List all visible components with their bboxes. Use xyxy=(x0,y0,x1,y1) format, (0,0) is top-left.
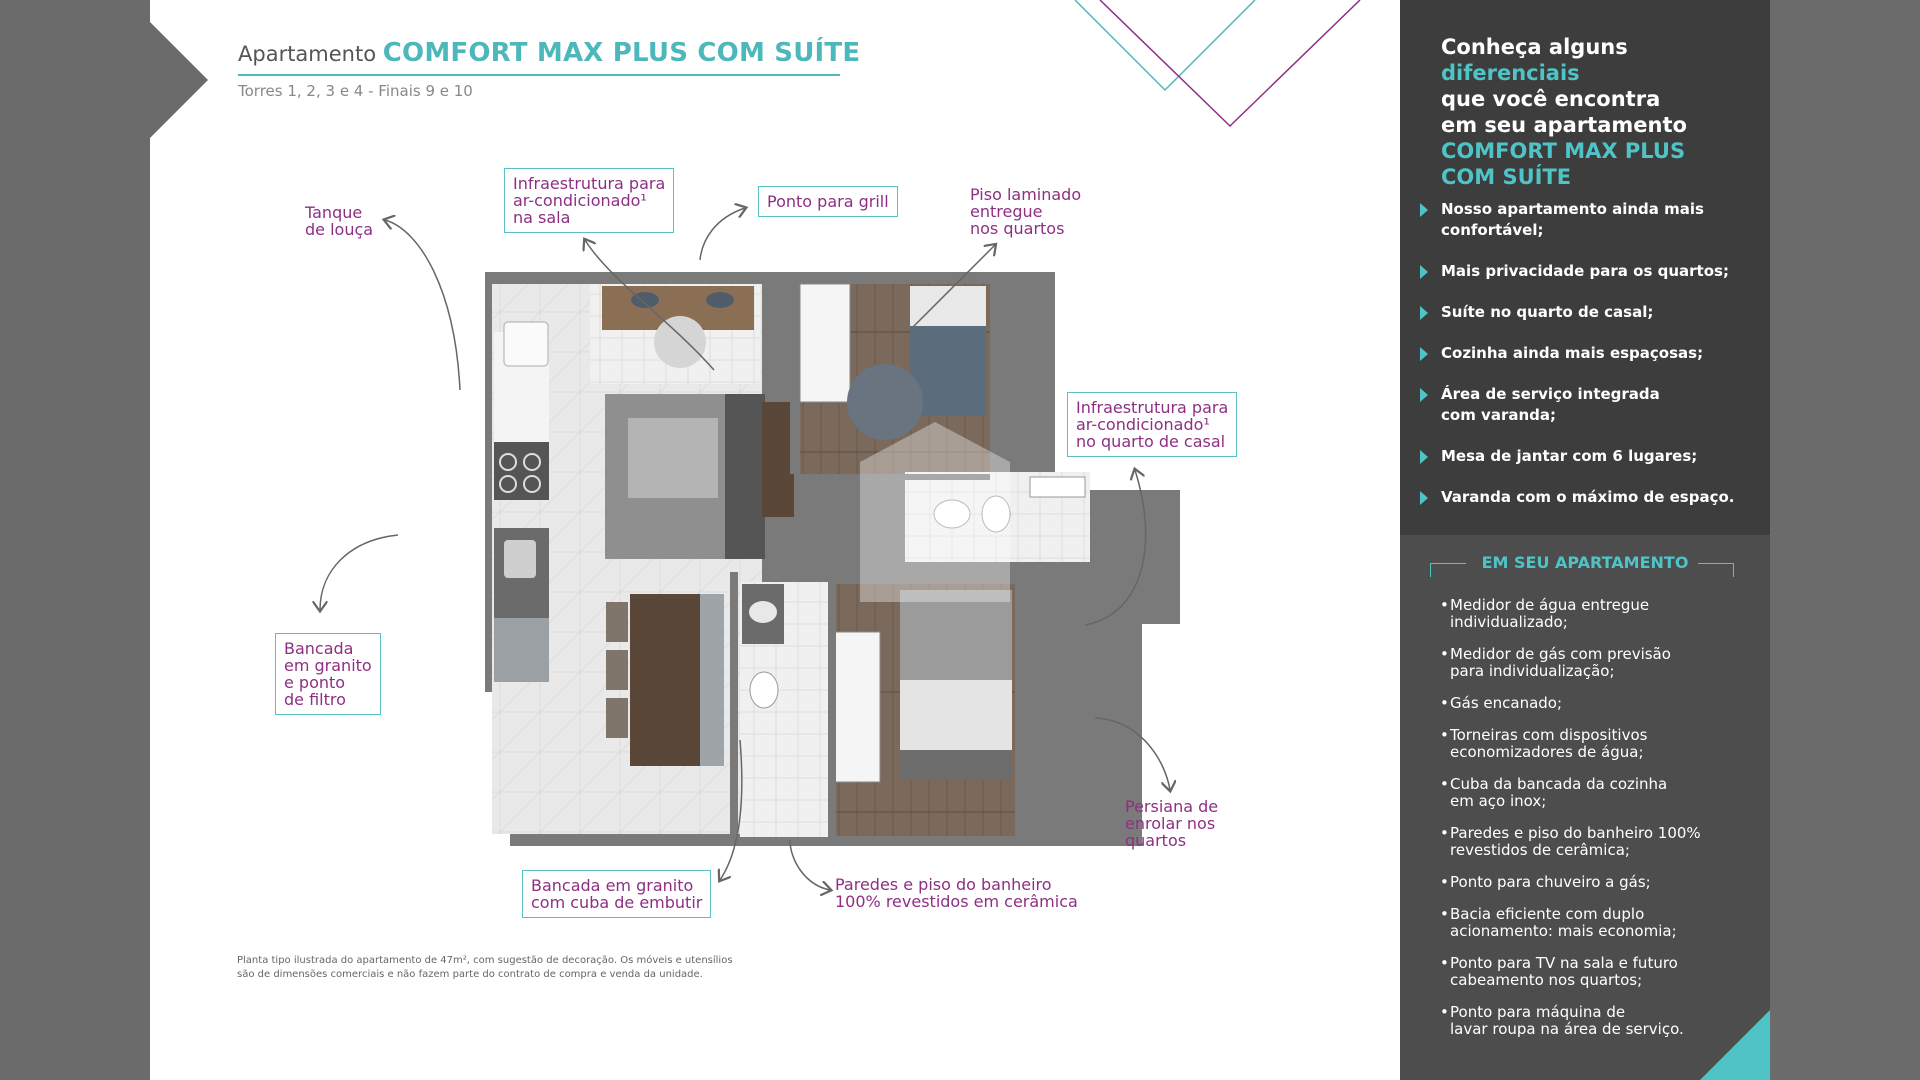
features-list xyxy=(1440,597,1760,1038)
differentials-list xyxy=(1420,199,1760,508)
differentials-heading: Conheça alguns diferenciais que você encontra em seu apartamento COMFORT MAX PLUS COM SUÍTE xyxy=(1441,35,1687,189)
list-item: • Cuba da bancada da cozinha em aço inox; xyxy=(1440,776,1760,810)
section-title: EM SEU APARTAMENTO xyxy=(1481,553,1689,572)
triangle-bullet-icon xyxy=(1420,450,1428,464)
triangle-bullet-icon xyxy=(1420,491,1428,505)
right-margin xyxy=(1770,0,1920,1080)
list-item: • Ponto para chuveiro a gás; xyxy=(1440,874,1760,891)
triangle-bullet-icon xyxy=(1420,347,1428,361)
left-notch xyxy=(150,22,208,138)
list-item: • Paredes e piso do banheiro 100% revestidos de cerâmica; xyxy=(1440,825,1760,859)
page-subtitle: Torres 1, 2, 3 e 4 - Finais 9 e 10 xyxy=(238,82,473,100)
callout-ac-sala: Infraestrutura para ar-condicionado¹ na sala xyxy=(504,168,674,233)
callout-bancada-cuba: Bancada em granito com cuba de embutir xyxy=(522,870,711,918)
document-page xyxy=(150,0,1400,1080)
list-item: • Gás encanado; xyxy=(1440,695,1760,712)
list-item: Mesa de jantar com 6 lugares; xyxy=(1420,446,1760,467)
callout-tanque: Tanque de louça xyxy=(305,203,374,239)
title-underline xyxy=(238,74,840,76)
callout-grill: Ponto para grill xyxy=(758,186,898,217)
callout-persiana: Persiana de enrolar nos quartos xyxy=(1125,797,1219,850)
page-title xyxy=(238,38,860,68)
decorative-lines xyxy=(910,0,1390,140)
list-item: • Torneiras com dispositivos economizadores de água; xyxy=(1440,727,1760,761)
list-item: Nosso apartamento ainda mais confortável; xyxy=(1420,199,1760,241)
triangle-bullet-icon xyxy=(1420,388,1428,402)
list-item: Área de serviço integrada com varanda; xyxy=(1420,384,1760,426)
list-item: • Ponto para TV na sala e futuro cabeamento nos quartos; xyxy=(1440,955,1760,989)
callout-piso: Piso laminado entregue nos quartos xyxy=(970,185,1082,238)
triangle-bullet-icon xyxy=(1420,265,1428,279)
list-item: Mais privacidade para os quartos; xyxy=(1420,261,1760,282)
floor-plan xyxy=(380,272,1290,872)
differentials-panel xyxy=(1400,0,1770,535)
list-item: Suíte no quarto de casal; xyxy=(1420,302,1760,323)
callout-ac-casal: Infraestrutura para ar-condicionado¹ no quarto de casal xyxy=(1067,392,1237,457)
title-prefix: Apartamento xyxy=(238,42,383,66)
list-item: • Bacia eficiente com duplo acionamento: mais economia; xyxy=(1440,906,1760,940)
list-item: • Medidor de gás com previsão para individualização; xyxy=(1440,646,1760,680)
title-main: COMFORT MAX PLUS COM SUÍTE xyxy=(382,38,861,68)
list-item: • Ponto para máquina de lavar roupa na área de serviço. xyxy=(1440,1004,1760,1038)
callout-paredes: Paredes e piso do banheiro 100% revestidos em cerâmica xyxy=(835,875,1078,911)
features-panel xyxy=(1400,535,1770,1080)
corner-triangle xyxy=(1700,1010,1770,1080)
list-item: Cozinha ainda mais espaçosas; xyxy=(1420,343,1760,364)
callout-bancada-filtro: Bancada em granito e ponto de filtro xyxy=(275,633,381,715)
list-item: Varanda com o máximo de espaço. xyxy=(1420,487,1760,508)
disclaimer: Planta tipo ilustrada do apartamento de 47m², com sugestão de decoração. Os móveis e utensílios são de dimensões comerciais e não fazem parte do contrato de compra e venda da unidade. xyxy=(237,955,733,980)
triangle-bullet-icon xyxy=(1420,203,1428,217)
triangle-bullet-icon xyxy=(1420,306,1428,320)
list-item: • Medidor de água entregue individualizado; xyxy=(1440,597,1760,631)
